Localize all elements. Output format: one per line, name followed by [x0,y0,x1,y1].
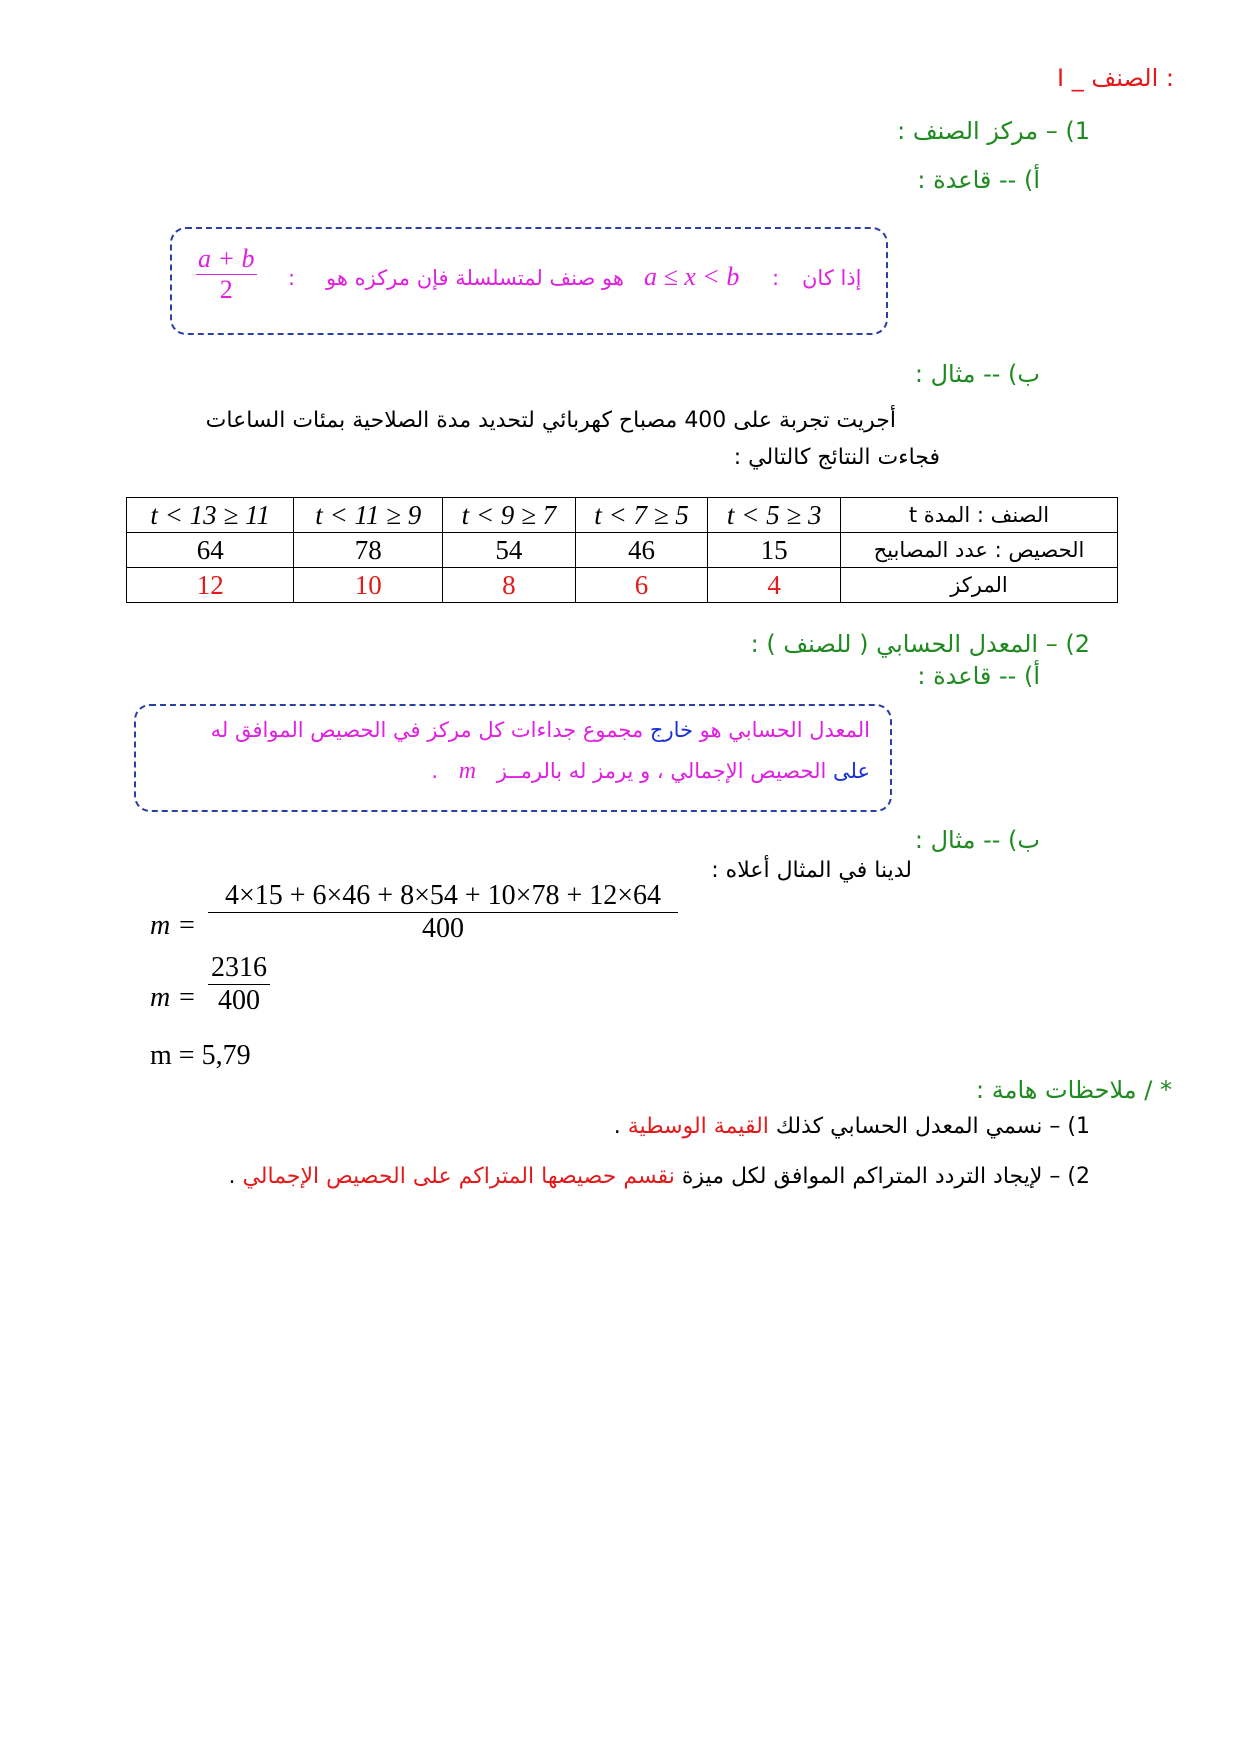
subsection-2-title: 2) – المعدل الحسابي ( للصنف ) : [750,630,1090,658]
rule-2-part-4: على [833,759,870,783]
equation-2-fraction [208,952,270,1017]
example-2-heading: ب) -- مثال : [914,826,1040,854]
rule-1-fraction-numerator: a + b [198,244,255,273]
note-1 [614,1114,1090,1139]
table-cell-center: 12 [127,568,294,603]
example-1-line-2: فجاءت النتائج كالتالي : [733,445,940,470]
section-title: الصنف [1091,64,1159,92]
table-cell-class: 11 ≤ t < 13 [127,498,294,533]
subsection-1-title: 1) – مركز الصنف : [897,117,1090,145]
rule-1-inequality: a ≤ x < b [644,262,740,291]
note-2-end: . [228,1164,236,1189]
equation-2-numerator: 2316 [208,952,270,985]
row-label-frequency: الحصيص : عدد المصابيح [841,533,1118,568]
example-2-intro: لدينا في المثال أعلاه : [711,858,912,883]
equation-1-lhs: m = [150,910,197,941]
rule-1-heading: أ) -- قاعدة : [917,166,1040,194]
rule-1-fraction-denominator: 2 [219,275,233,304]
rule-1-fraction [196,244,257,305]
rule-2-symbol: m [458,758,477,784]
table-row [127,533,1118,568]
table-cell-frequency: 64 [127,533,294,568]
section-heading [1057,64,1188,92]
rule-1-text-mid: هو صنف لمتسلسلة فإن مركزه هو [326,266,624,290]
rule-2-part-3: مجموع جداءات كل مركز في الحصيص الموافق له [210,718,644,742]
equation-3: m = 5,79 [150,1040,251,1071]
rule-2-line-1 [211,718,870,742]
equation-1-fraction [208,880,678,945]
table-cell-frequency: 15 [708,533,841,568]
rule-1-colon-2: : [288,266,296,290]
section-dash: _ [1071,64,1084,92]
row-label-class: الصنف : المدة t [841,498,1118,533]
rule-1-content [196,240,872,320]
note-2 [228,1164,1090,1189]
notes-heading: * / ملاحظات هامة : [976,1076,1172,1104]
section-number: I [1057,64,1065,92]
rule-2-part-1: المعدل الحسابي هو [699,718,870,742]
table-cell-frequency: 54 [443,533,576,568]
table-cell-center: 4 [708,568,841,603]
rule-1-text-if: إذا كان [802,266,862,290]
example-1-line-1: أجريت تجربة على 400 مصباح كهربائي لتحديد مدة الصلاحية بمئات الساعات [205,408,896,433]
equation-2-denominator: 400 [218,985,260,1016]
note-2-emphasis-2: حصيصها المتراكم على الحصيص الإجمالي [242,1164,617,1189]
table-row [127,568,1118,603]
table-cell-class: 5 ≤ t < 7 [575,498,708,533]
equation-2-lhs: m = [150,982,197,1013]
table-cell-center: 10 [294,568,443,603]
table-cell-class: 9 ≤ t < 11 [294,498,443,533]
table-row [127,498,1118,533]
note-1-emphasis: القيمة الوسطية [627,1114,769,1139]
rule-2-part-2: خارج [649,718,693,742]
note-2-text: 2) – لإيجاد التردد المتراكم الموافق لكل ميزة [681,1164,1090,1189]
example-1-heading: ب) -- مثال : [914,360,1040,388]
rule-2-heading: أ) -- قاعدة : [917,662,1040,690]
note-1-text: 1) – نسمي المعدل الحسابي كذلك [775,1114,1090,1139]
table-cell-frequency: 78 [294,533,443,568]
table-cell-frequency: 46 [575,533,708,568]
note-1-end: . [613,1114,621,1139]
rule-1-colon-1: : [772,266,780,290]
section-colon: : [1165,64,1174,92]
table-cell-class: 3 ≤ t < 5 [708,498,841,533]
rule-2-end: . [431,759,439,783]
frequency-table [126,497,1118,603]
equation-1-numerator: 4×15 + 6×46 + 8×54 + 10×78 + 12×64 [208,880,678,913]
row-label-center: المركز [841,568,1118,603]
table-cell-center: 6 [575,568,708,603]
table-cell-center: 8 [443,568,576,603]
equation-1-denominator: 400 [422,913,464,944]
rule-2-line-2 [431,758,870,785]
note-2-emphasis-1: نقسم [623,1164,675,1189]
rule-2-part-5: الحصيص الإجمالي ، و يرمز له بالرمــز [496,759,827,783]
table-cell-class: 7 ≤ t < 9 [443,498,576,533]
